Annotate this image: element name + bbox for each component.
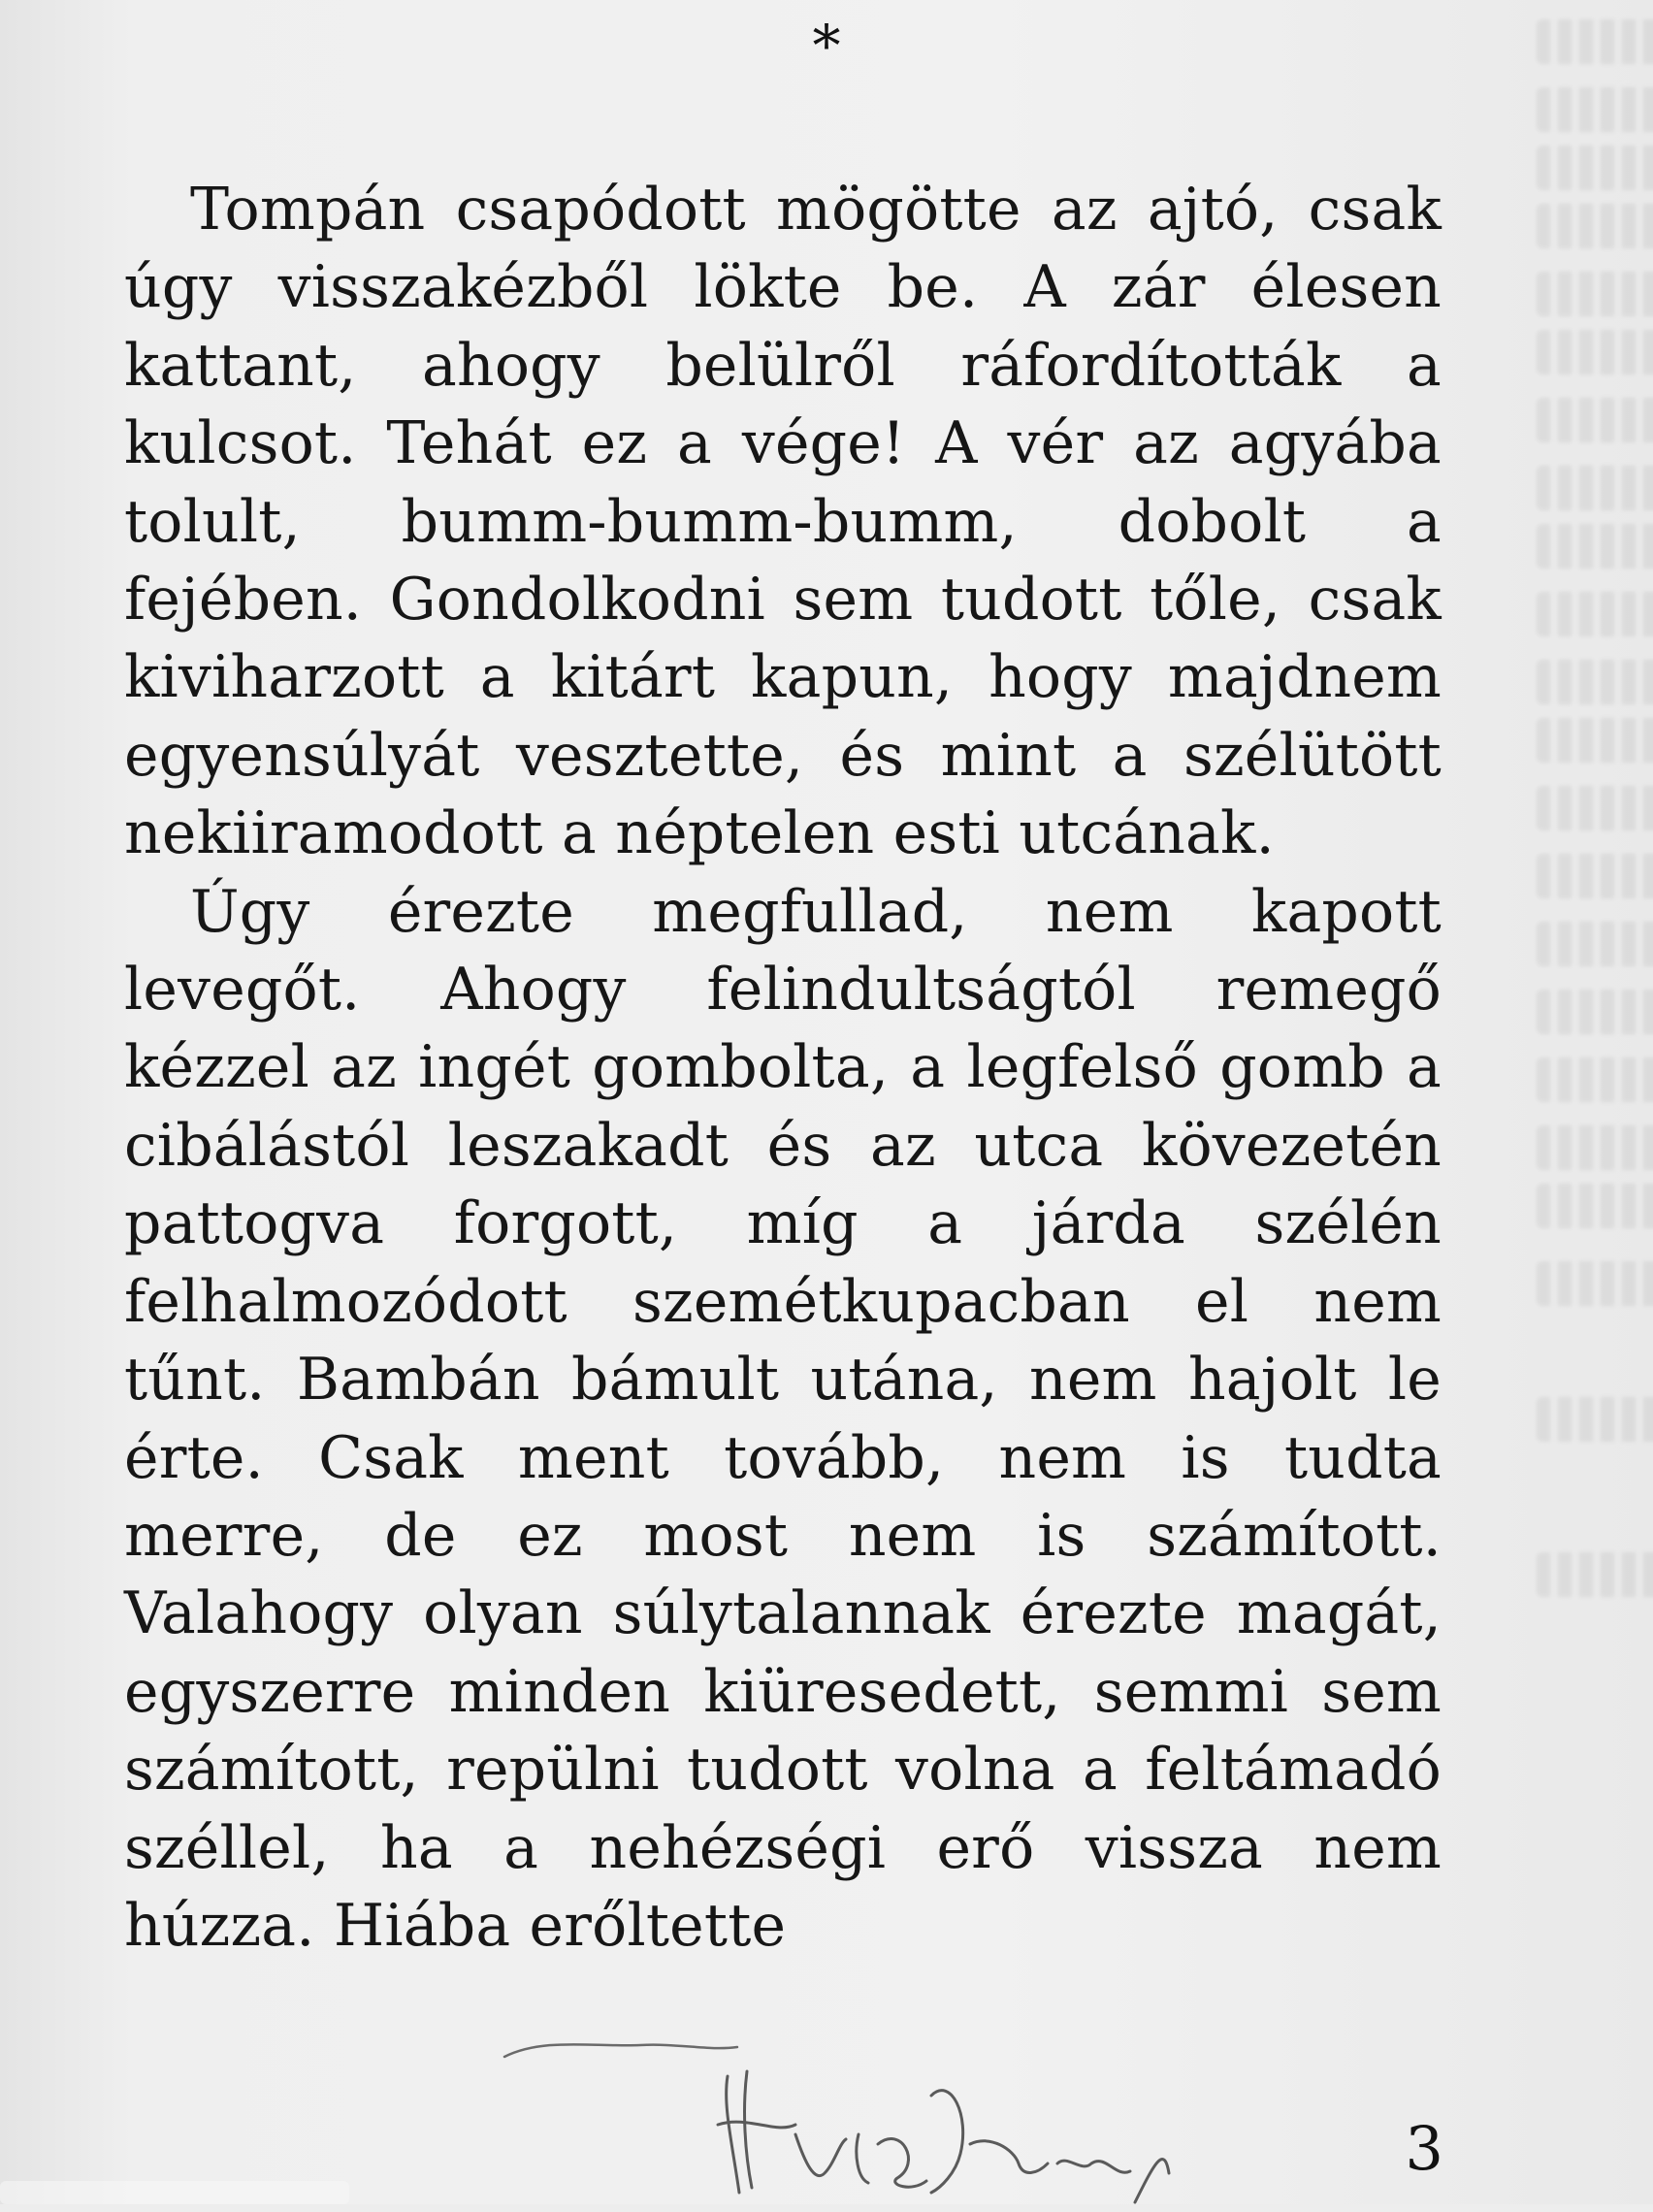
paragraph: Tompán csapódott mögötte az ajtó, csak úgy visszakézből lökte be. A zár élesen kattant, ahogy belülről ráfordították a kulcsot. Tehát ez a vége! A vér az agyába tolult, bumm-bumm-bumm, dobolt a fejében. Gondolkodni sem tudott tőle, csak kiviharzott a kitárt kapun, hogy majdnem egyensúlyát vesztette, és mint a szélütött nekiiramodott a néptelen esti utcának. (124, 176, 1442, 868)
page-number: 3 (1405, 2113, 1443, 2184)
site-watermark (0, 2171, 369, 2204)
pencil-signature (485, 2018, 1222, 2212)
paragraph: Úgy érezte megfullad, nem kapott levegőt. Ahogy felindultságtól remegő kézzel az ingét gombolta, a legfelső gomb a cibálástól leszakadt és az utca kövezetén pattogva forgott, míg a járda szélén felhalmozódott szemétkupacban el nem tűnt. Bambán bámult utána, nem hajolt le érte. Csak ment tovább, nem is tudta merre, de ez most nem is számított. Valahogy olyan súlytalannak érezte magát, egyszerre minden kiüresedett, semmi sem számított, repülni tudott volna a feltámadó széllel, ha a nehézségi erő vissza nem húzza. Hiába erőltette (124, 877, 1442, 1960)
bleed-through-text (1517, 0, 1653, 2204)
section-separator: * (812, 13, 841, 79)
body-text (124, 171, 1442, 1965)
